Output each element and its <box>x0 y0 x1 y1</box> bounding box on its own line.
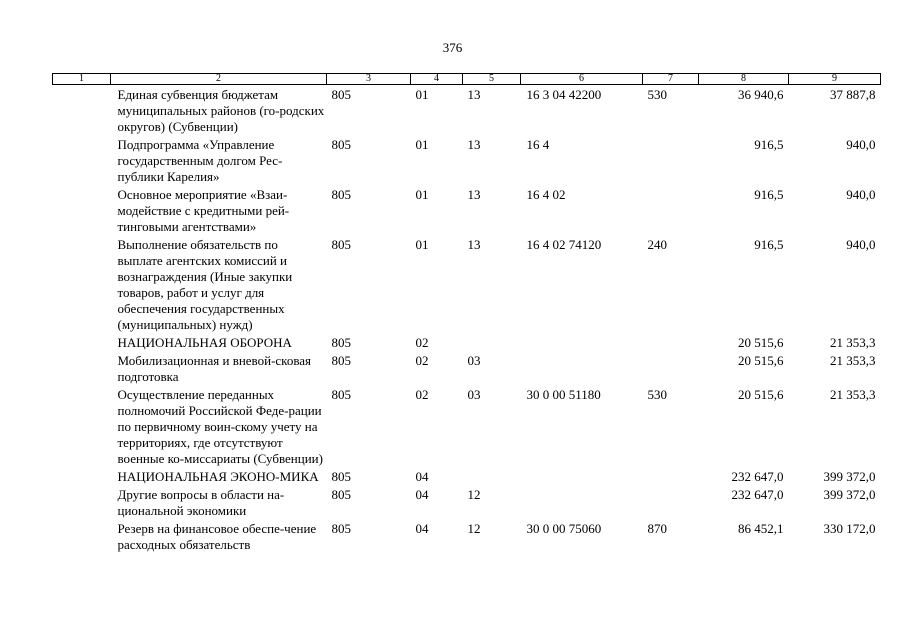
cell-amount-1: 916,5 <box>754 237 784 252</box>
cell-target-article: 30 0 00 75060 <box>526 521 602 536</box>
table-row <box>53 235 881 333</box>
cell-subsection <box>463 333 521 351</box>
cell-expense-type: 530 <box>647 387 667 402</box>
table-row <box>53 333 881 351</box>
header-col-4: 4 <box>411 74 463 85</box>
cell-target-article: 16 4 <box>526 137 550 152</box>
cell-ministry: 805 <box>331 137 351 152</box>
table-row <box>53 85 881 136</box>
cell-col-1 <box>53 467 111 485</box>
header-col-2: 2 <box>111 74 327 85</box>
cell-amount-1: 916,5 <box>754 187 784 202</box>
cell-target-article: 30 0 00 51180 <box>526 387 601 402</box>
cell-subsection: 13 <box>467 187 481 202</box>
cell-amount-1: 86 452,1 <box>738 521 784 536</box>
cell-target-article <box>521 351 643 385</box>
cell-subsection: 13 <box>467 137 481 152</box>
cell-col-1 <box>53 385 111 467</box>
cell-ministry: 805 <box>331 387 351 402</box>
cell-amount-2: 399 372,0 <box>823 469 876 484</box>
cell-amount-1: 232 647,0 <box>731 487 784 502</box>
cell-subsection <box>463 467 521 485</box>
cell-subsection: 13 <box>467 237 481 252</box>
cell-amount-1: 20 515,6 <box>738 387 784 402</box>
cell-amount-2: 330 172,0 <box>823 521 876 536</box>
cell-expense-type <box>643 333 699 351</box>
cell-amount-1: 36 940,6 <box>738 87 784 102</box>
cell-ministry: 805 <box>331 187 351 202</box>
cell-subsection: 13 <box>467 87 481 102</box>
cell-amount-2: 940,0 <box>846 137 876 152</box>
cell-subsection: 03 <box>467 353 481 368</box>
cell-section: 01 <box>415 187 429 202</box>
cell-col-1 <box>53 485 111 519</box>
cell-col-1 <box>53 185 111 235</box>
cell-ministry: 805 <box>331 335 351 350</box>
table-row <box>53 385 881 467</box>
cell-ministry: 805 <box>331 521 351 536</box>
cell-name: Резерв на финансовое обеспе-чение расходных обязательств <box>117 521 317 552</box>
cell-expense-type: 530 <box>647 87 667 102</box>
cell-name: НАЦИОНАЛЬНАЯ ЭКОНО-МИКА <box>117 469 319 484</box>
cell-amount-1: 232 647,0 <box>731 469 784 484</box>
cell-name: Выполнение обязательств по выплате агентских комиссий и вознаграждения (Иные закупки товаров, работ и услуг для обеспечения государственных (муниципальных) нужд) <box>117 237 293 332</box>
table-row <box>53 467 881 485</box>
cell-col-1 <box>53 235 111 333</box>
header-col-8: 8 <box>699 74 789 85</box>
cell-section: 04 <box>415 487 429 502</box>
table-row <box>53 351 881 385</box>
table-header-row <box>53 74 881 85</box>
cell-col-1 <box>53 519 111 553</box>
cell-col-1 <box>53 333 111 351</box>
cell-amount-2: 399 372,0 <box>823 487 876 502</box>
cell-subsection: 03 <box>467 387 481 402</box>
cell-amount-1: 916,5 <box>754 137 784 152</box>
cell-ministry: 805 <box>331 87 351 102</box>
cell-section: 01 <box>415 87 429 102</box>
cell-ministry: 805 <box>331 469 351 484</box>
cell-subsection: 12 <box>467 521 481 536</box>
cell-ministry: 805 <box>331 237 351 252</box>
cell-amount-2: 21 353,3 <box>830 387 876 402</box>
header-col-6: 6 <box>521 74 643 85</box>
cell-expense-type <box>643 485 699 519</box>
cell-section: 02 <box>415 353 429 368</box>
table-row <box>53 519 881 553</box>
cell-expense-type <box>643 185 699 235</box>
cell-expense-type <box>643 351 699 385</box>
cell-expense-type: 240 <box>647 237 667 252</box>
page-number: 376 <box>442 40 463 55</box>
cell-target-article: 16 4 02 74120 <box>526 237 602 252</box>
cell-expense-type: 870 <box>647 521 667 536</box>
cell-target-article: 16 4 02 <box>526 187 566 202</box>
cell-amount-2: 37 887,8 <box>830 87 876 102</box>
cell-col-1 <box>53 85 111 136</box>
cell-amount-1: 20 515,6 <box>738 353 784 368</box>
cell-col-1 <box>53 135 111 185</box>
cell-section: 01 <box>415 237 429 252</box>
cell-amount-2: 940,0 <box>846 187 876 202</box>
header-col-1: 1 <box>53 74 111 85</box>
cell-name: Основное мероприятие «Взаи-модействие с кредитными рей-тинговыми агентствами» <box>117 187 290 234</box>
cell-amount-2: 21 353,3 <box>830 353 876 368</box>
cell-target-article <box>521 467 643 485</box>
cell-amount-2: 940,0 <box>846 237 876 252</box>
cell-target-article <box>521 485 643 519</box>
cell-section: 02 <box>415 335 429 350</box>
cell-expense-type <box>643 135 699 185</box>
cell-section: 02 <box>415 387 429 402</box>
table-row <box>53 185 881 235</box>
header-col-9: 9 <box>789 74 881 85</box>
cell-amount-2: 21 353,3 <box>830 335 876 350</box>
cell-amount-1: 20 515,6 <box>738 335 784 350</box>
cell-subsection: 12 <box>467 487 481 502</box>
cell-ministry: 805 <box>331 487 351 502</box>
cell-ministry: 805 <box>331 353 351 368</box>
cell-expense-type <box>643 467 699 485</box>
cell-name: Подпрограмма «Управление государственным долгом Рес-публики Карелия» <box>117 137 283 184</box>
header-col-7: 7 <box>643 74 699 85</box>
table-row <box>53 135 881 185</box>
table-row <box>53 485 881 519</box>
cell-section: 04 <box>415 469 429 484</box>
cell-name: Единая субвенция бюджетам муниципальных районов (го-родских округов) (Субвенции) <box>117 87 325 134</box>
cell-name: Осуществление переданных полномочий Российской Феде-рации по первичному воин-скому учету на территориях, где отсутствуют военные ко-миссариаты (Субвенции) <box>117 387 323 466</box>
header-col-3: 3 <box>327 74 411 85</box>
cell-target-article <box>521 333 643 351</box>
budget-table <box>52 73 881 553</box>
cell-name: НАЦИОНАЛЬНАЯ ОБОРОНА <box>117 335 292 350</box>
header-col-5: 5 <box>463 74 521 85</box>
cell-name: Другие вопросы в области на-циональной экономики <box>117 487 285 518</box>
cell-name: Мобилизационная и вневой-сковая подготовка <box>117 353 312 384</box>
cell-section: 04 <box>415 521 429 536</box>
cell-col-1 <box>53 351 111 385</box>
cell-target-article: 16 3 04 42200 <box>526 87 602 102</box>
cell-section: 01 <box>415 137 429 152</box>
